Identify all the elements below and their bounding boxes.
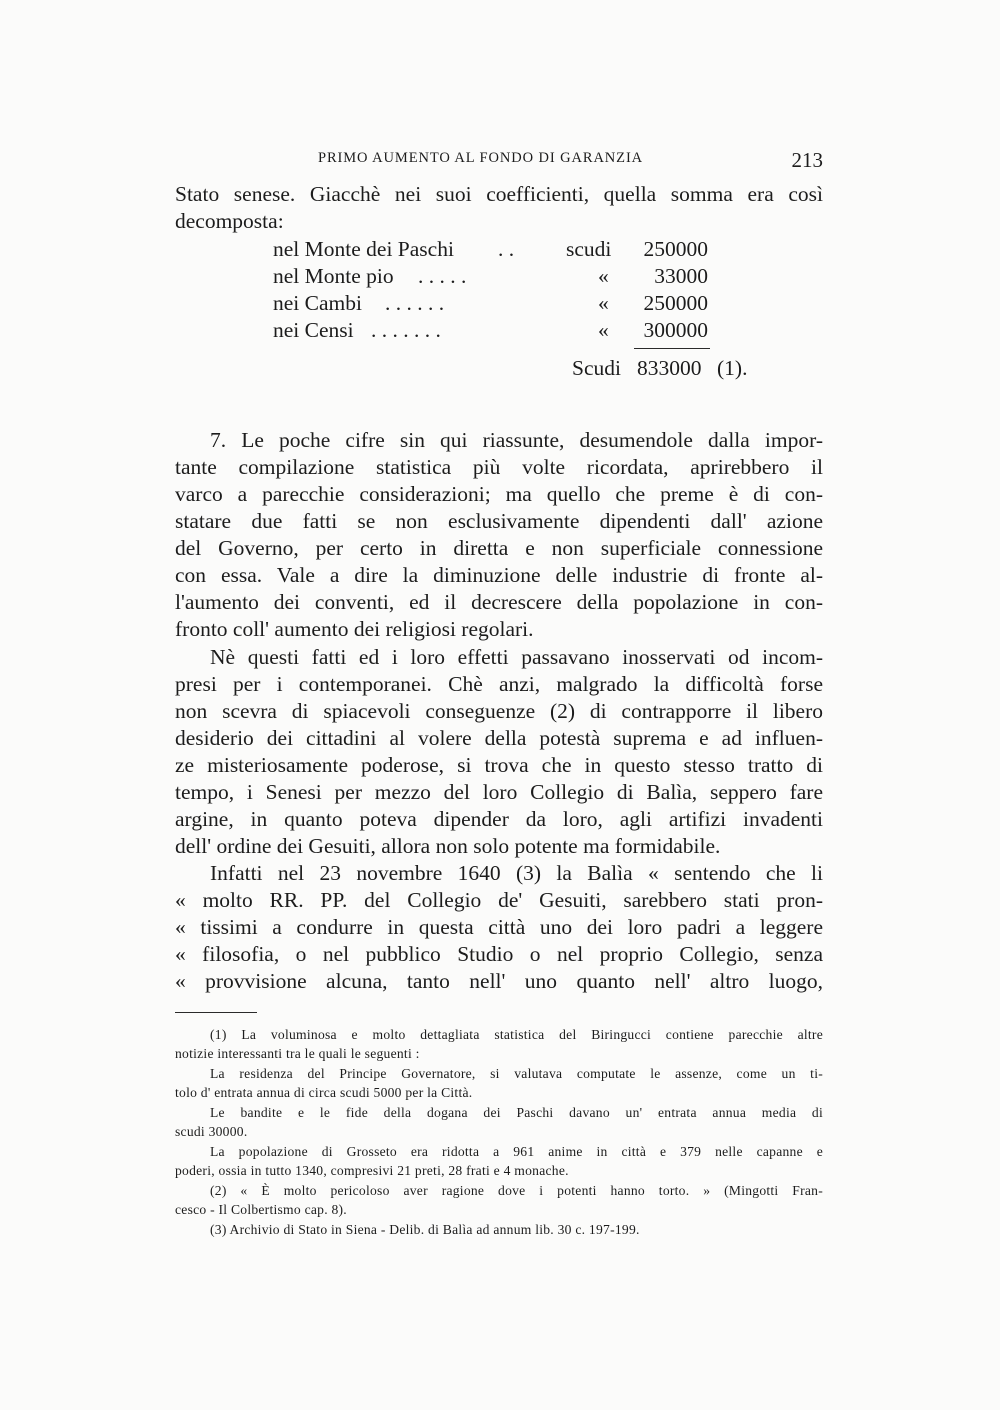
- body-line: non scevra di spiacevoli conseguenze (2) di contrapporre il libero: [175, 699, 823, 723]
- body-line: Infatti nel 23 novembre 1640 (3) la Balìa « sentendo che li: [210, 861, 823, 885]
- running-header: [318, 148, 823, 174]
- running-title: PRIMO AUMENTO AL FONDO DI GARANZIA: [318, 150, 644, 166]
- row-unit: scudi: [566, 237, 612, 261]
- table-row: [0, 317, 1000, 344]
- total-label: Scudi: [572, 356, 621, 380]
- footnote-rule: [175, 1012, 257, 1013]
- body-line: l'aumento dei conventi, ed il decrescere della popolazione in con-: [175, 590, 823, 614]
- body-line: 7. Le poche cifre sin qui riassunte, desumendole dalla impor-: [210, 428, 823, 452]
- footnote-line: (1) La voluminosa e molto dettagliata statistica del Biringucci contiene parecchie altre: [210, 1027, 823, 1042]
- body-line: con essa. Vale a dire la diminuzione delle industrie di fronte al-: [175, 563, 823, 587]
- footnote-line: poderi, ossia in tutto 1340, compresivi 21 preti, 28 frati e 4 monache.: [175, 1163, 569, 1178]
- footnote-line: scudi 30000.: [175, 1124, 248, 1139]
- footnote-line: La popolazione di Grosseto era ridotta a 961 anime in città e 379 nelle capanne e: [210, 1144, 823, 1159]
- body-line: dell' ordine dei Gesuiti, allora non solo potente ma formidabile.: [175, 834, 721, 858]
- row-unit: «: [598, 291, 609, 315]
- body-line: Stato senese. Giacchè nei suoi coefficienti, quella somma era così: [175, 182, 823, 206]
- row-unit: «: [598, 318, 609, 342]
- total-footnote-ref: (1).: [717, 356, 748, 380]
- body-line: fronto coll' aumento dei religiosi regolari.: [175, 617, 534, 641]
- page-number: 213: [791, 148, 823, 172]
- body-line: desiderio dei cittadini al volere della potestà suprema e ad influen-: [175, 726, 823, 750]
- row-leader-dots: . .: [498, 237, 515, 261]
- body-line: varco a parecchie considerazioni; ma quello che preme è di con-: [175, 482, 823, 506]
- row-leader-dots: . . . . .: [418, 264, 467, 288]
- row-amount: 33000: [654, 264, 708, 288]
- row-label: nei Censi: [273, 318, 354, 342]
- footnote-line: (2) « È molto pericoloso aver ragione dove i potenti hanno torto. » (Mingotti Fran-: [210, 1183, 823, 1198]
- body-line: del Governo, per certo in diretta e non superficiale connessione: [175, 536, 823, 560]
- body-line: Nè questi fatti ed i loro effetti passavano inosservati od incom-: [210, 645, 823, 669]
- table-row: [0, 263, 1000, 290]
- row-label: nei Cambi: [273, 291, 362, 315]
- table-row: [0, 236, 1000, 263]
- row-amount: 300000: [643, 318, 708, 342]
- table-row: [0, 290, 1000, 317]
- total-amount: 833000: [637, 356, 702, 380]
- row-label: nel Monte dei Paschi: [273, 237, 454, 261]
- body-line: tempo, i Senesi per mezzo del loro Collegio di Balìa, seppero fare: [175, 780, 823, 804]
- row-label: nel Monte pio: [273, 264, 394, 288]
- footnote-line: (3) Archivio di Stato in Siena - Delib. di Balìa ad annum lib. 30 c. 197-199.: [210, 1222, 640, 1237]
- row-leader-dots: . . . . . .: [385, 291, 445, 315]
- row-unit: «: [598, 264, 609, 288]
- body-line: statare due fatti se non esclusivamente dipendenti dall' azione: [175, 509, 823, 533]
- body-line: decomposta:: [175, 209, 284, 233]
- footnote-line: tolo d' entrata annua di circa scudi 5000 per la Città.: [175, 1085, 473, 1100]
- row-amount: 250000: [643, 237, 708, 261]
- body-line: argine, in quanto poteva dipender da loro, agli artifizi invadenti: [175, 807, 823, 831]
- body-line: « tissimi a condurre in questa città uno dei loro padri a leggere: [175, 915, 823, 939]
- body-line: presi per i contemporanei. Chè anzi, malgrado la difficoltà forse: [175, 672, 823, 696]
- sum-rule: [634, 348, 710, 349]
- footnote-line: Le bandite e le fide della dogana dei Paschi davano un' entrata annua media di: [210, 1105, 823, 1120]
- row-leader-dots: . . . . . . .: [371, 318, 441, 342]
- row-amount: 250000: [643, 291, 708, 315]
- body-line: « filosofia, o nel pubblico Studio o nel proprio Collegio, senza: [175, 942, 823, 966]
- footnote-line: La residenza del Principe Governatore, si valutava computate le assenze, come un ti-: [210, 1066, 823, 1081]
- body-line: tante compilazione statistica più volte ricordata, aprirebbero il: [175, 455, 823, 479]
- footnote-line: notizie interessanti tra le quali le seguenti :: [175, 1046, 420, 1061]
- body-line: ze misteriosamente poderose, si trova che in questo stesso tratto di: [175, 753, 823, 777]
- total-row: [0, 355, 1000, 382]
- body-line: « molto RR. PP. del Collegio de' Gesuiti, sarebbero stati pron-: [175, 888, 823, 912]
- footnote-line: cesco - Il Colbertismo cap. 8).: [175, 1202, 347, 1217]
- body-line: « provvisione alcuna, tanto nell' uno quanto nell' altro luogo,: [175, 969, 823, 993]
